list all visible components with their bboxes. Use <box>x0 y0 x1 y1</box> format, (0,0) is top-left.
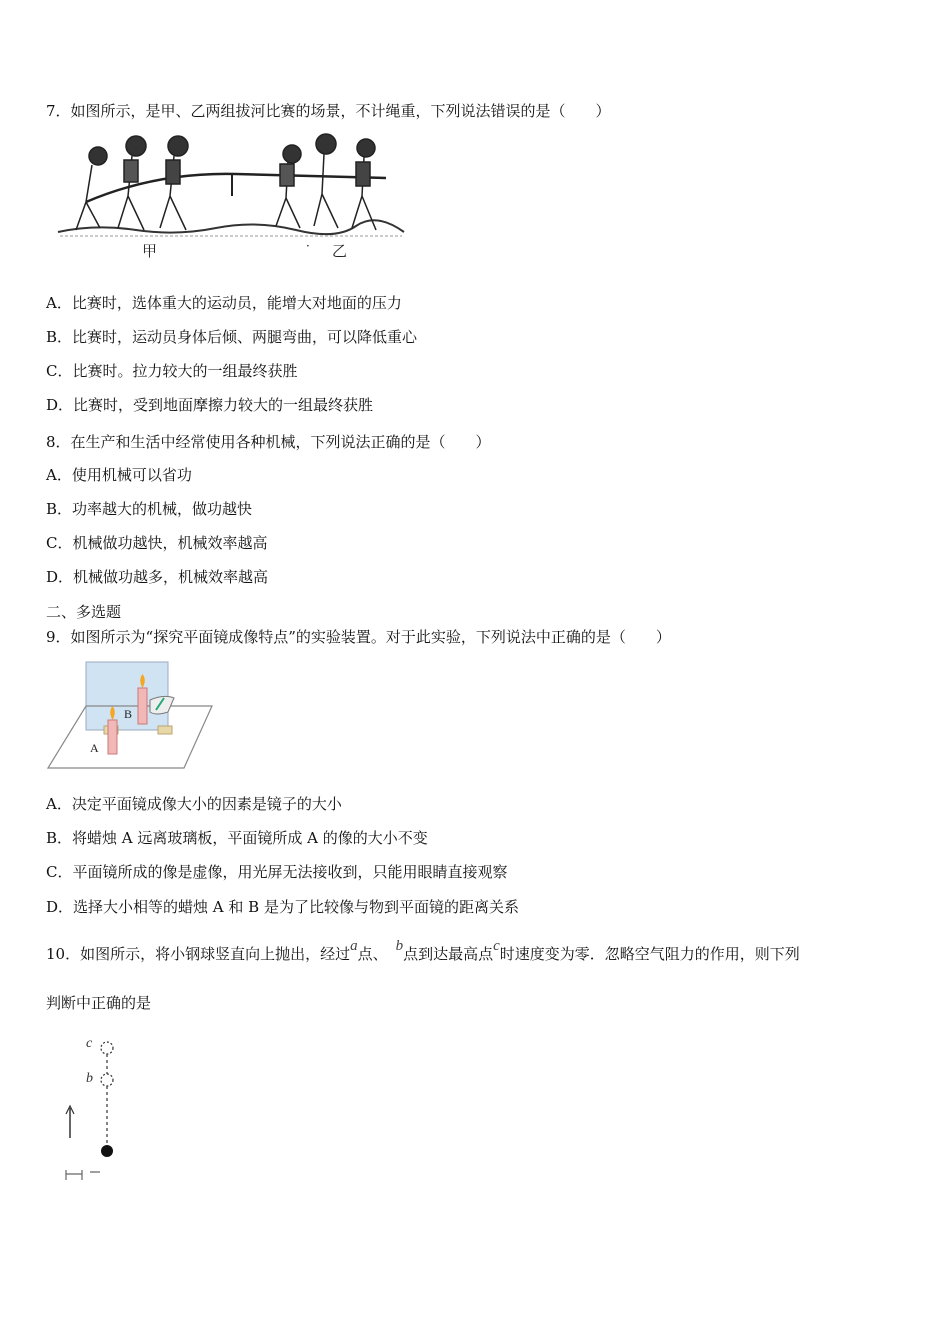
point-b-label: b <box>86 1071 93 1086</box>
q7-option-d: D．比赛时，受到地面摩擦力较大的一组最终获胜 <box>46 396 374 414</box>
q9-option-c: C．平面镜所成的像是虚像，用光屏无法接收到，只能用眼睛直接观察 <box>46 863 508 881</box>
q9-option-a: A．决定平面镜成像大小的因素是镜子的大小 <box>46 795 342 813</box>
q7-option-a: A．比赛时，选体重大的运动员，能增大对地面的压力 <box>46 294 402 312</box>
q8-option-a: A．使用机械可以省功 <box>46 466 192 484</box>
fig-label-yi: 乙 <box>332 242 348 260</box>
q10-stem-part2: 点、 <box>357 945 388 963</box>
svg-text:·: · <box>306 239 310 253</box>
q10-stem-part3: 点到达最高点 <box>403 945 494 963</box>
q10-stem-part4: 时速度变为零．忽略空气阻力的作用，则下列 <box>499 945 800 963</box>
q7-option-c: C．比赛时。拉力较大的一组最终获胜 <box>46 362 298 380</box>
q10-stem-line2: 判断中正确的是 <box>46 994 152 1012</box>
q7-option-b: B．比赛时，运动员身体后倾、两腿弯曲，可以降低重心 <box>46 328 418 346</box>
candle-b-label: B <box>124 707 133 721</box>
point-c-label: c <box>86 1036 93 1051</box>
fig-label-jia: 甲 <box>142 242 158 260</box>
q10-stem-part1: 10．如图所示，将小钢球竖直向上抛出，经过 <box>46 945 351 963</box>
q8-option-b: B．功率越大的机械，做功越快 <box>46 500 253 518</box>
section-heading: 二、多选题 <box>46 603 122 621</box>
q8-stem: 8．在生产和生活中经常使用各种机械，下列说法正确的是（ ） <box>46 433 491 451</box>
q9-stem: 9．如图所示为“探究平面镜成像特点”的实验装置。对于此实验，下列说法中正确的是（ ） <box>46 628 671 646</box>
tug-of-war-figure <box>56 132 408 262</box>
plane-mirror-figure <box>46 660 216 772</box>
q10-stem <box>46 938 800 965</box>
var-a: a <box>350 938 358 954</box>
ball-throw-figure <box>60 1030 130 1180</box>
q9-option-d: D．选择大小相等的蜡烛 A 和 B 是为了比较像与物到平面镜的距离关系 <box>46 898 519 916</box>
q9-option-b: B．将蜡烛 A 远离玻璃板，平面镜所成 A 的像的大小不变 <box>46 829 428 847</box>
var-c: c <box>493 938 500 954</box>
q7-stem: 7．如图所示，是甲、乙两组拔河比赛的场景，不计绳重，下列说法错误的是（ ） <box>46 102 611 120</box>
candle-a-label: A <box>90 741 99 755</box>
var-b: b <box>395 938 404 954</box>
q8-option-c: C．机械做功越快，机械效率越高 <box>46 534 268 552</box>
q8-option-d: D．机械做功越多，机械效率越高 <box>46 568 269 586</box>
